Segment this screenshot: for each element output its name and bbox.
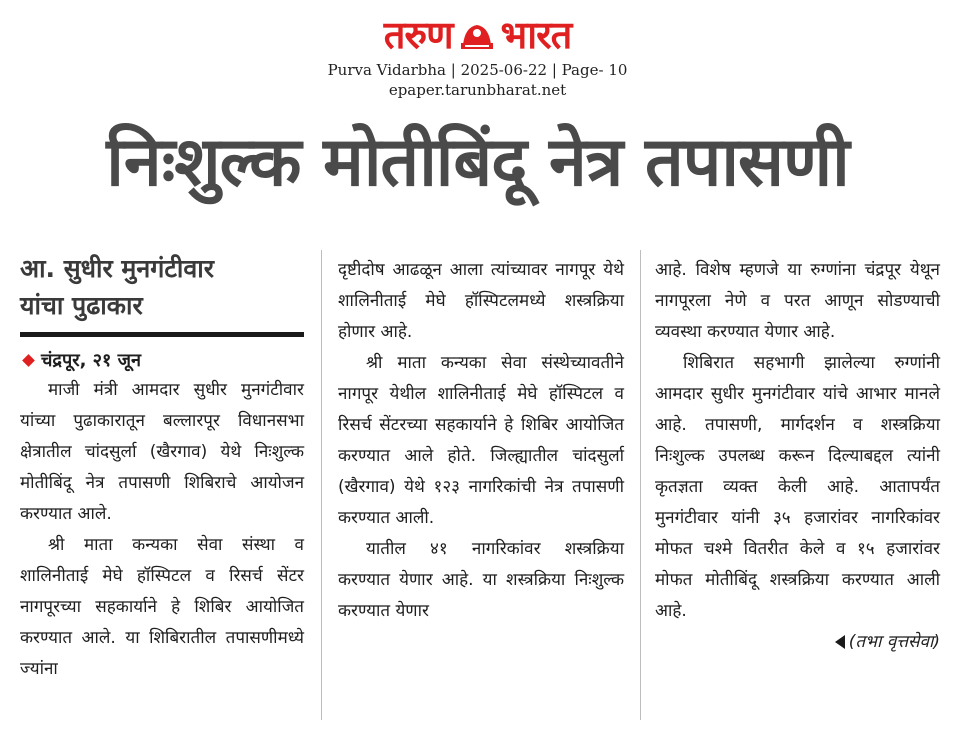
- newspaper-logo: [384, 10, 572, 60]
- dateline-text: चंद्रपूर, २१ जून: [41, 350, 142, 371]
- red-diamond-icon: [22, 354, 35, 367]
- paragraph: यातील ४१ नागरिकांवर शस्त्रक्रिया करण्यात येणार आहे. या शस्त्रक्रिया निःशुल्क करण्यात येणार: [338, 539, 624, 621]
- subheadline: [20, 250, 304, 324]
- paragraph: दृष्टीदोष आढळून आला त्यांच्यावर नागपूर येथे शालिनीताई मेघे हॉस्पिटलमध्ये शस्त्रक्रिया होणार आहे.: [338, 260, 624, 342]
- column-separator: [321, 250, 322, 720]
- byline-row: [655, 627, 940, 658]
- news-service-credit: (तभा वृत्तसेवा): [848, 632, 940, 652]
- logo-word-tarun: तरुण: [383, 13, 453, 57]
- logo-emblem-icon: [457, 15, 497, 55]
- section-divider: [20, 332, 304, 337]
- paragraph: श्री माता कन्यका सेवा संस्थेच्यावतीने नागपूर येथील शालिनीताई मेघे हॉस्पिटल व रिसर्च सेंटरच्या सहकार्याने हे शिबिर आयोजित करण्यात आले होते. जिल्ह्यातील चांदसुर्ला (खैरगाव) येथे १२३ नागरिकांची नेत्र तपासणी करण्यात आली.: [338, 353, 624, 528]
- article-column-3: [655, 255, 940, 658]
- logo-word-bharat: भारत: [500, 13, 572, 57]
- end-marker-icon: [835, 635, 845, 649]
- website-link[interactable]: epaper.tarunbharat.net: [388, 81, 567, 99]
- paragraph: माजी मंत्री आमदार सुधीर मुनगंटीवार यांच्या पुढाकारातून बल्लारपूर विधानसभा क्षेत्रातील चांदसुर्ला (खैरगाव) येथे निःशुल्क मोतीबिंदू नेत्र तपासणी शिबिराचे आयोजन करण्यात आले.: [20, 380, 304, 524]
- dateline: [20, 347, 304, 375]
- edition-line: Purva Vidarbha | 2025-06-22 | Page- 10: [327, 61, 628, 79]
- subheadline-line-1: आ. सुधीर मुनगंटीवार: [20, 254, 215, 283]
- paragraph: शिबिरात सहभागी झालेल्या रुग्णांनी आमदार सुधीर मुनगंटीवार यांचे आभार मानले आहे. तपासणी, मार्गदर्शन व शस्त्रक्रिया निःशुल्क उपलब्ध करून दिल्याबद्दल त्यांनी कृतज्ञता व्यक्त केली आहे. आतापर्यंत मुनगंटीवार यांनी ३५ हजारांवर नागरिकांवर मोफत चश्मे वितरीत केले व १५ हजारांवर मोफत मोतीबिंदू शस्त्रक्रिया करण्यात आली आहे.: [655, 353, 940, 621]
- article-column-1: [20, 250, 304, 685]
- column-separator: [640, 250, 641, 720]
- paragraph: श्री माता कन्यका सेवा संस्था व शालिनीताई मेघे हॉस्पिटल व रिसर्च सेंटर नागपूरच्या सहकार्याने हे शिबिर आयोजित करण्यात आले. या शिबिरातील तपासणीमध्ये ज्यांना: [20, 535, 304, 679]
- article-headline: निःशुल्क मोतीबिंदू नेत्र तपासणी: [106, 123, 849, 202]
- article-column-2: [338, 255, 624, 627]
- subheadline-line-2: यांचा पुढाकार: [20, 291, 143, 320]
- paragraph: आहे. विशेष म्हणजे या रुग्णांना चंद्रपूर येथून नागपूरला नेणे व परत आणून सोडण्याची व्यवस्था करण्यात येणार आहे.: [655, 260, 940, 342]
- masthead: [0, 10, 955, 100]
